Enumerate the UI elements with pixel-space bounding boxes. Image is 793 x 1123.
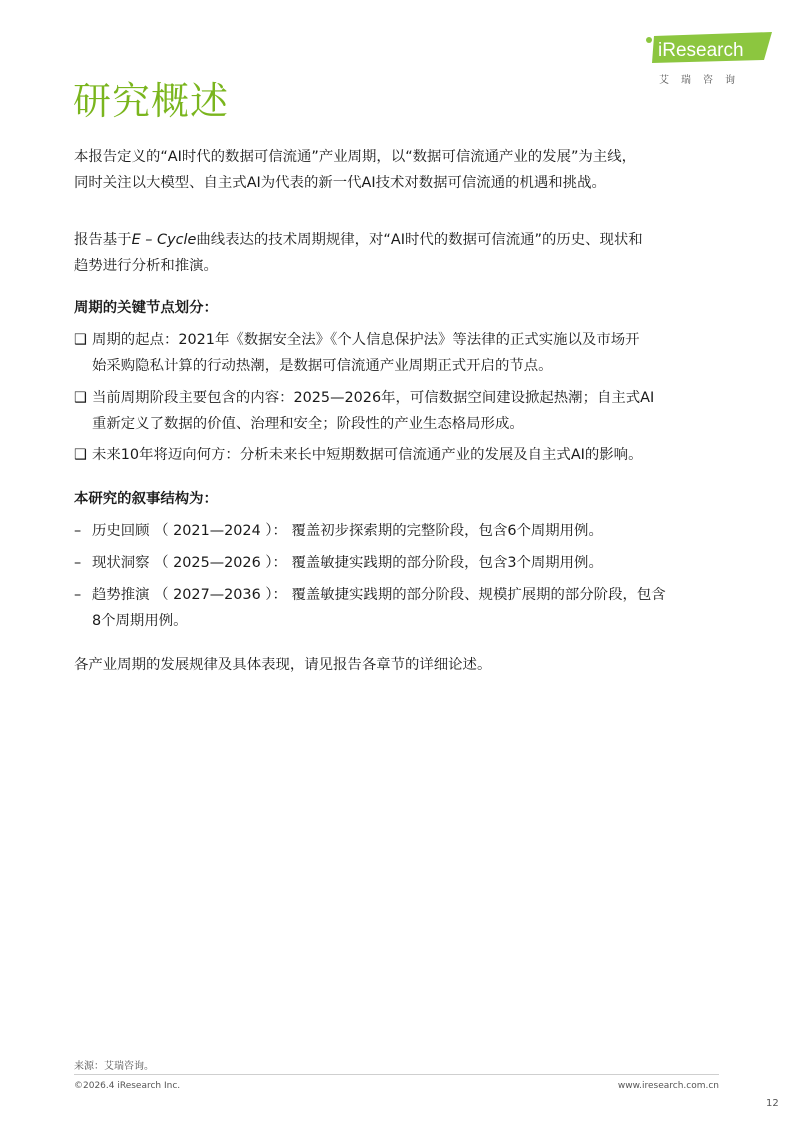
logo-text: iResearch — [658, 40, 744, 61]
dash-line-1: 现状洞察 （ 2025—2026 ）： 覆盖敏捷实践期的部分阶段，包含3个周期用例。 — [92, 555, 603, 571]
bullet-line-1: 周期的起点：2021年《数据安全法》《个人信息保护法》等法律的正式实施以及市场开 — [92, 332, 640, 348]
website-url: www.iresearch.com.cn — [617, 1081, 719, 1091]
bullet-current-stage — [74, 385, 724, 437]
closing-paragraph: 各产业周期的发展规律及具体表现，请见报告各章节的详细论述。 — [74, 657, 492, 673]
method-prefix: 报告基于 — [74, 232, 132, 248]
bullet-future — [74, 442, 724, 468]
dash-history — [74, 518, 724, 544]
method-line-1 — [74, 227, 724, 253]
method-line-2: 趋势进行分析和推演。 — [74, 258, 218, 274]
method-line-1-rest: 曲线表达的技术周期规律，对“AI时代的数据可信流通”的历史、现状和 — [196, 232, 643, 248]
source-note: 来源：艾瑞咨询。 — [74, 1061, 154, 1072]
dash-bullet: – — [74, 555, 82, 571]
bullet-start-point — [74, 327, 724, 379]
dash-trend — [74, 582, 724, 634]
page-number: 12 — [766, 1098, 779, 1109]
footer-divider — [74, 1074, 719, 1075]
narrative-heading: 本研究的叙事结构为： — [74, 491, 218, 507]
dash-current — [74, 550, 724, 576]
bullet-line-1: 当前周期阶段主要包含的内容：2025—2026年，可信数据空间建设掀起热潮；自主式AI — [92, 390, 655, 406]
e-cycle-term: E – Cycle — [131, 232, 197, 248]
dash-line-1: 趋势推演 （ 2027—2036 ）： 覆盖敏捷实践期的部分阶段、规模扩展期的部分阶段，包含 — [92, 587, 666, 603]
intro-line-2: 同时关注以大模型、自主式AI为代表的新一代AI技术对数据可信流通的机遇和挑战。 — [74, 175, 606, 191]
intro-paragraph — [74, 144, 724, 196]
method-paragraph — [74, 227, 724, 279]
checkbox-bullet-icon: ❑ — [74, 447, 87, 463]
dash-bullet: – — [74, 523, 82, 539]
copyright: ©2026.4 iResearch Inc. — [74, 1081, 181, 1091]
checkbox-bullet-icon: ❑ — [74, 332, 87, 348]
dash-bullet: – — [74, 587, 82, 603]
bullet-line-2: 始采购隐私计算的行动热潮，是数据可信流通产业周期正式开启的节点。 — [92, 358, 553, 374]
logo-badge-icon — [640, 30, 775, 70]
iresearch-logo — [640, 30, 775, 85]
logo-chinese-name: 艾瑞咨询 — [659, 75, 747, 86]
checkbox-bullet-icon: ❑ — [74, 390, 87, 406]
dash-line-1: 历史回顾 （ 2021—2024 ）： 覆盖初步探索期的完整阶段，包含6个周期用例。 — [92, 523, 603, 539]
intro-line-1: 本报告定义的“AI时代的数据可信流通”产业周期，以“数据可信流通产业的发展”为主线， — [74, 149, 636, 165]
bullet-line-2: 重新定义了数据的价值、治理和安全；阶段性的产业生态格局形成。 — [92, 416, 524, 432]
key-nodes-heading: 周期的关键节点划分： — [74, 300, 218, 316]
dash-line-2: 8个周期用例。 — [92, 613, 188, 629]
page-title: 研究概述 — [73, 79, 230, 123]
bullet-line-1: 未来10年将迈向何方：分析未来长中短期数据可信流通产业的发展及自主式AI的影响。 — [92, 447, 643, 463]
